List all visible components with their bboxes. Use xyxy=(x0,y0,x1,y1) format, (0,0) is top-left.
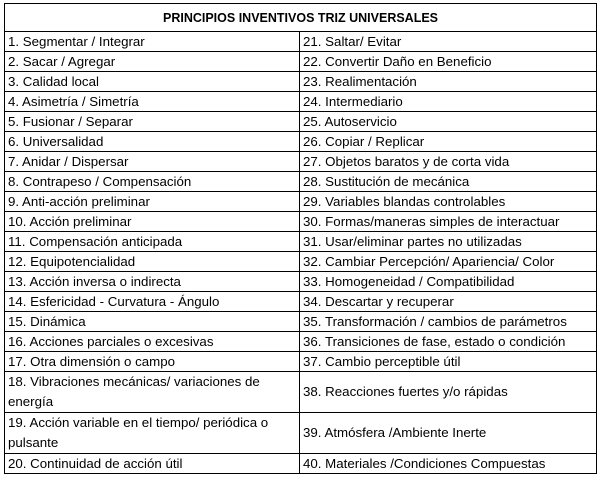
table-row xyxy=(5,372,597,413)
table-row xyxy=(5,132,597,152)
principle-cell-right: 24. Intermediario xyxy=(300,92,597,112)
principle-cell-left: 8. Contrapeso / Compensación xyxy=(5,172,300,192)
table-row xyxy=(5,332,597,352)
principle-cell-right: 21. Saltar/ Evitar xyxy=(300,32,597,52)
principle-cell-left: 14. Esfericidad - Curvatura - Ángulo xyxy=(5,292,300,312)
principle-cell-right: 32. Cambiar Percepción/ Apariencia/ Color xyxy=(300,252,597,272)
table-row xyxy=(5,72,597,92)
table-row xyxy=(5,32,597,52)
table-row xyxy=(5,112,597,132)
principle-cell-left: 20. Continuidad de acción útil xyxy=(5,454,300,474)
principle-cell-left: 7. Anidar / Dispersar xyxy=(5,152,300,172)
principle-cell-left: 19. Acción variable en el tiempo/ periódica o pulsante xyxy=(5,413,300,454)
table-header-row xyxy=(5,4,597,32)
principle-cell-right: 22. Convertir Daño en Beneficio xyxy=(300,52,597,72)
principle-cell-right: 35. Transformación / cambios de parámetros xyxy=(300,312,597,332)
table-row xyxy=(5,192,597,212)
principle-cell-left: 4. Asimetría / Simetría xyxy=(5,92,300,112)
principle-cell-right: 26. Copiar / Replicar xyxy=(300,132,597,152)
principle-cell-left: 10. Acción preliminar xyxy=(5,212,300,232)
principle-cell-right: 36. Transiciones de fase, estado o condición xyxy=(300,332,597,352)
table-row xyxy=(5,252,597,272)
table-row xyxy=(5,52,597,72)
principle-cell-left: 1. Segmentar / Integrar xyxy=(5,32,300,52)
table-row xyxy=(5,172,597,192)
table-row xyxy=(5,212,597,232)
table-title: PRINCIPIOS INVENTIVOS TRIZ UNIVERSALES xyxy=(5,4,597,32)
principle-cell-left: 13. Acción inversa o indirecta xyxy=(5,272,300,292)
principle-cell-left: 3. Calidad local xyxy=(5,72,300,92)
table-row xyxy=(5,92,597,112)
principle-cell-right: 39. Atmósfera /Ambiente Inerte xyxy=(300,413,597,454)
table-row xyxy=(5,232,597,252)
principle-cell-right: 33. Homogeneidad / Compatibilidad xyxy=(300,272,597,292)
principle-cell-right: 40. Materiales /Condiciones Compuestas xyxy=(300,454,597,474)
table-body xyxy=(5,32,597,474)
principle-cell-right: 37. Cambio perceptible útil xyxy=(300,352,597,372)
principle-cell-left: 2. Sacar / Agregar xyxy=(5,52,300,72)
table-row xyxy=(5,152,597,172)
triz-principles-table xyxy=(4,3,597,474)
principle-cell-left: 11. Compensación anticipada xyxy=(5,232,300,252)
table-row xyxy=(5,413,597,454)
principle-cell-left: 17. Otra dimensión o campo xyxy=(5,352,300,372)
principle-cell-right: 23. Realimentación xyxy=(300,72,597,92)
principle-cell-right: 31. Usar/eliminar partes no utilizadas xyxy=(300,232,597,252)
principle-cell-left: 9. Anti-acción preliminar xyxy=(5,192,300,212)
principle-cell-right: 38. Reacciones fuertes y/o rápidas xyxy=(300,372,597,413)
principle-cell-left: 5. Fusionar / Separar xyxy=(5,112,300,132)
principle-cell-right: 28. Sustitución de mecánica xyxy=(300,172,597,192)
principle-cell-left: 12. Equipotencialidad xyxy=(5,252,300,272)
principle-cell-left: 18. Vibraciones mecánicas/ variaciones de energía xyxy=(5,372,300,413)
table-row xyxy=(5,352,597,372)
table-row xyxy=(5,454,597,474)
principle-cell-right: 29. Variables blandas controlables xyxy=(300,192,597,212)
principle-cell-right: 25. Autoservicio xyxy=(300,112,597,132)
principle-cell-right: 30. Formas/maneras simples de interactuar xyxy=(300,212,597,232)
principle-cell-left: 6. Universalidad xyxy=(5,132,300,152)
table-row xyxy=(5,292,597,312)
table-row xyxy=(5,272,597,292)
principle-cell-right: 34. Descartar y recuperar xyxy=(300,292,597,312)
principle-cell-right: 27. Objetos baratos y de corta vida xyxy=(300,152,597,172)
principle-cell-left: 15. Dinámica xyxy=(5,312,300,332)
principle-cell-left: 16. Acciones parciales o excesivas xyxy=(5,332,300,352)
table-row xyxy=(5,312,597,332)
triz-table-container xyxy=(4,3,597,474)
